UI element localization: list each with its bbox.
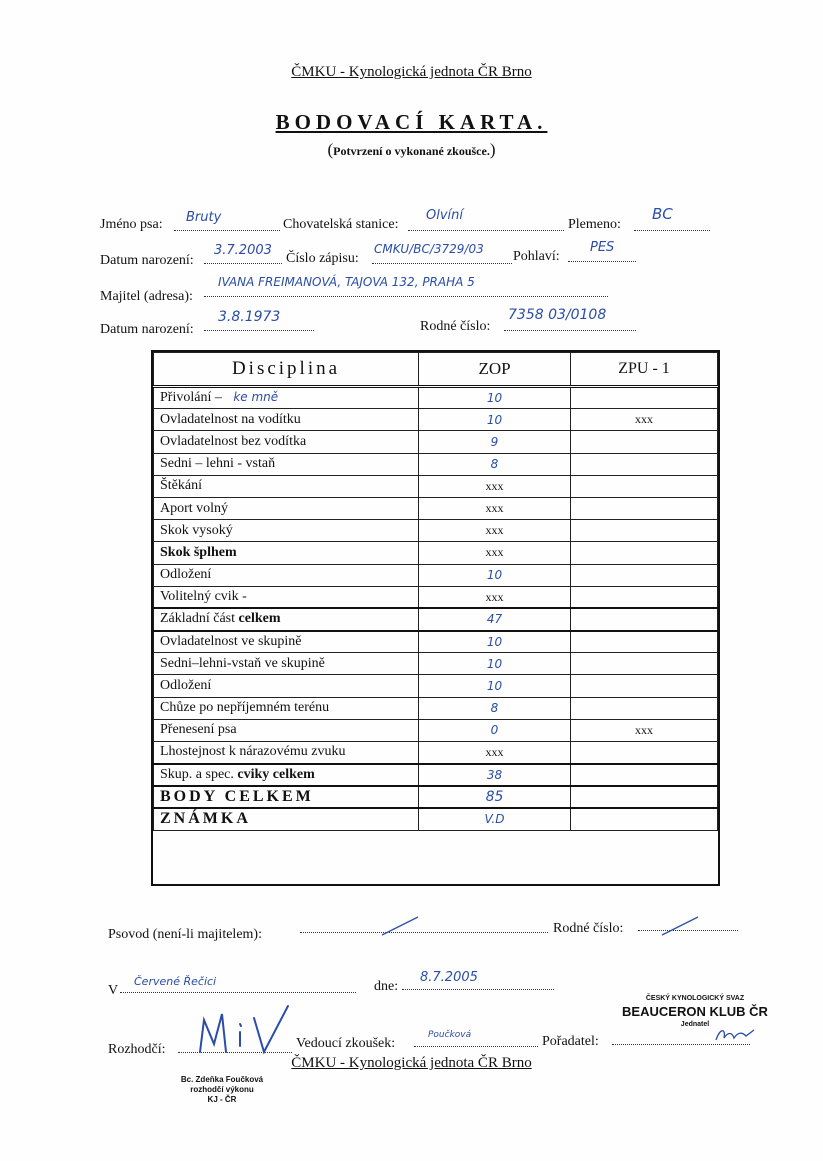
zop-score: 10 [419,653,571,675]
place-value: Červené Řečici [134,975,217,988]
zop-score: 0 [419,719,571,741]
discipline-name: Volitelný cvik - [154,586,419,608]
zpu-score [571,631,718,653]
zop-score: 10 [419,631,571,653]
subtitle-close: ) [489,140,496,159]
table-row [154,453,718,475]
strike-mark [380,915,420,937]
table-row [154,475,718,497]
org-header: ČMKU - Kynologická jednota ČR Brno [291,64,532,80]
judge-stamp-line-2: rozhodčí výkonu [190,1085,254,1094]
discipline-name: Lhostejnost k nárazovému zvuku [154,742,419,764]
zop-score: 8 [419,453,571,475]
breed-value: BC [652,205,673,223]
part1-total-label-a: Základní část [160,611,236,627]
place-prefix: V [108,983,119,998]
table-row [154,653,718,675]
zop-score: 10 [419,387,571,409]
zpu-score [571,564,718,586]
judge-stamp-line-1: Bc. Zdeňka Foučková [180,1075,264,1084]
body-total-row [154,786,718,808]
date-value: 8.7.2005 [420,970,478,985]
leader-label: Vedoucí zkoušek: [296,1036,396,1051]
zop-score: xxx [419,520,571,542]
dog-name-label: Jméno psa: [100,217,163,232]
part1-total-label [154,608,419,630]
table-row [154,742,718,764]
judge-signature [192,1002,292,1060]
part2-total-label-a: Skup. a spec. [160,766,234,782]
discipline-name: Odložení [154,564,419,586]
judge-stamp [172,1075,272,1105]
stud-label: Číslo zápisu: [286,251,359,266]
zpu-score [571,653,718,675]
organizer-signature [712,1024,758,1046]
owner-value: IVANA FREIMANOVÁ, TAJOVA 132, PRAHA 5 [218,275,475,289]
zpu-score [571,431,718,453]
table-header-row [154,353,718,387]
zpu-score [571,675,718,697]
table-row [154,431,718,453]
zpu-score [571,453,718,475]
body-total-zpu [571,786,718,808]
header-zpu: ZPU - 1 [571,353,718,387]
table-row [154,520,718,542]
stamp-line-3: Jednatel [680,1021,710,1028]
birth-value: 3.7.2003 [214,243,272,258]
header-discipline: Disciplina [154,353,419,387]
subtitle-text: Potvrzení o vykonané zkoušce. [333,144,490,158]
stud-value: CMKU/BC/3729/03 [374,242,484,256]
organizer-label: Pořadatel: [542,1034,599,1049]
owner-label: Majitel (adresa): [100,289,193,304]
stamp-line-1: ČESKÝ KYNOLOGICKÝ SVAZ [645,995,745,1002]
zop-score: xxx [419,475,571,497]
judge-stamp-line-3: KJ - ČR [207,1095,237,1104]
strike-mark-2 [660,915,700,937]
handler-id-label: Rodné číslo: [553,921,624,936]
grade-zop: V.D [419,808,571,830]
discipline-name: Ovladatelnost ve skupině [154,631,419,653]
leader-value: Poučková [428,1030,472,1040]
table-row [154,697,718,719]
table-row [154,542,718,564]
zop-score: xxx [419,497,571,519]
discipline-name: Odložení [154,675,419,697]
zop-score: 10 [419,409,571,431]
zpu-score [571,542,718,564]
table-row [154,564,718,586]
part1-total-zpu [571,608,718,630]
part1-total-label-b: celkem [238,611,281,627]
sex-value: PES [590,240,615,255]
table-row [154,409,718,431]
dog-name-value: Bruty [186,210,222,225]
zpu-score [571,387,718,409]
owner-birth-value: 3.8.1973 [218,309,281,325]
discipline-name: Ovladatelnost bez vodítka [154,431,419,453]
kennel-value: Olvíní [426,208,464,223]
part1-total-zop: 47 [419,608,571,630]
date-label: dne: [374,979,399,994]
table-row [154,497,718,519]
page-subtitle [0,140,823,160]
part2-total-zpu [571,764,718,786]
discipline-name: Skok šplhem [154,542,419,564]
score-table [151,350,720,886]
table-row [154,719,718,741]
grade-zpu [571,808,718,830]
zpu-score: xxx [571,719,718,741]
org-footer: ČMKU - Kynologická jednota ČR Brno [291,1055,532,1071]
zpu-score [571,497,718,519]
zop-score: 10 [419,564,571,586]
discipline-name: Štěkání [154,475,419,497]
discipline-name: Aport volný [154,497,419,519]
birth-label: Datum narození: [100,253,194,268]
table-row [154,675,718,697]
page-title: BODOVACÍ KARTA. [275,110,548,134]
grade-row [154,808,718,830]
judge-label: Rozhodčí: [108,1042,166,1057]
zop-score: xxx [419,542,571,564]
body-total-label: BODY CELKEM [154,786,419,808]
sex-label: Pohlaví: [513,249,560,264]
discipline-name: Sedni–lehni-vstaň ve skupině [154,653,419,675]
zpu-score [571,697,718,719]
part2-total-zop: 38 [419,764,571,786]
discipline-name: Chůze po nepříjemném terénu [154,697,419,719]
table-row [154,631,718,653]
zop-score: 10 [419,675,571,697]
discipline-name: Sedni – lehni - vstaň [154,453,419,475]
body-total-zop: 85 [419,786,571,808]
discipline-name: Přenesení psa [154,719,419,741]
zpu-score [571,520,718,542]
kennel-label: Chovatelská stanice: [283,217,399,232]
zop-score: 8 [419,697,571,719]
header-zop: ZOP [419,353,571,387]
owner-birth-label: Datum narození: [100,322,194,337]
grade-label: ZNÁMKA [154,808,419,830]
breed-label: Plemeno: [568,217,621,232]
part2-total-row [154,764,718,786]
subtitle-open: ( [327,140,334,159]
zop-score: xxx [419,586,571,608]
discipline-note: ke mně [233,390,279,405]
zpu-score [571,586,718,608]
handler-field [300,918,548,933]
zpu-score [571,742,718,764]
part2-total-label-b: cviky celkem [237,766,315,782]
zop-score: 9 [419,431,571,453]
zpu-score [571,475,718,497]
zop-score: xxx [419,742,571,764]
discipline-name [154,387,419,409]
table-row [154,586,718,608]
part1-total-row [154,608,718,630]
discipline-label: Přivolání – [160,390,222,406]
part2-total-label [154,764,419,786]
discipline-name: Skok vysoký [154,520,419,542]
discipline-name: Ovladatelnost na vodítku [154,409,419,431]
id-value: 7358 03/0108 [508,307,607,323]
handler-label: Psovod (není-li majitelem): [108,927,262,942]
id-label: Rodné číslo: [420,319,491,334]
stamp-line-2: BEAUCERON KLUB ČR [622,1004,768,1019]
table-row [154,387,718,409]
zpu-score: xxx [571,409,718,431]
